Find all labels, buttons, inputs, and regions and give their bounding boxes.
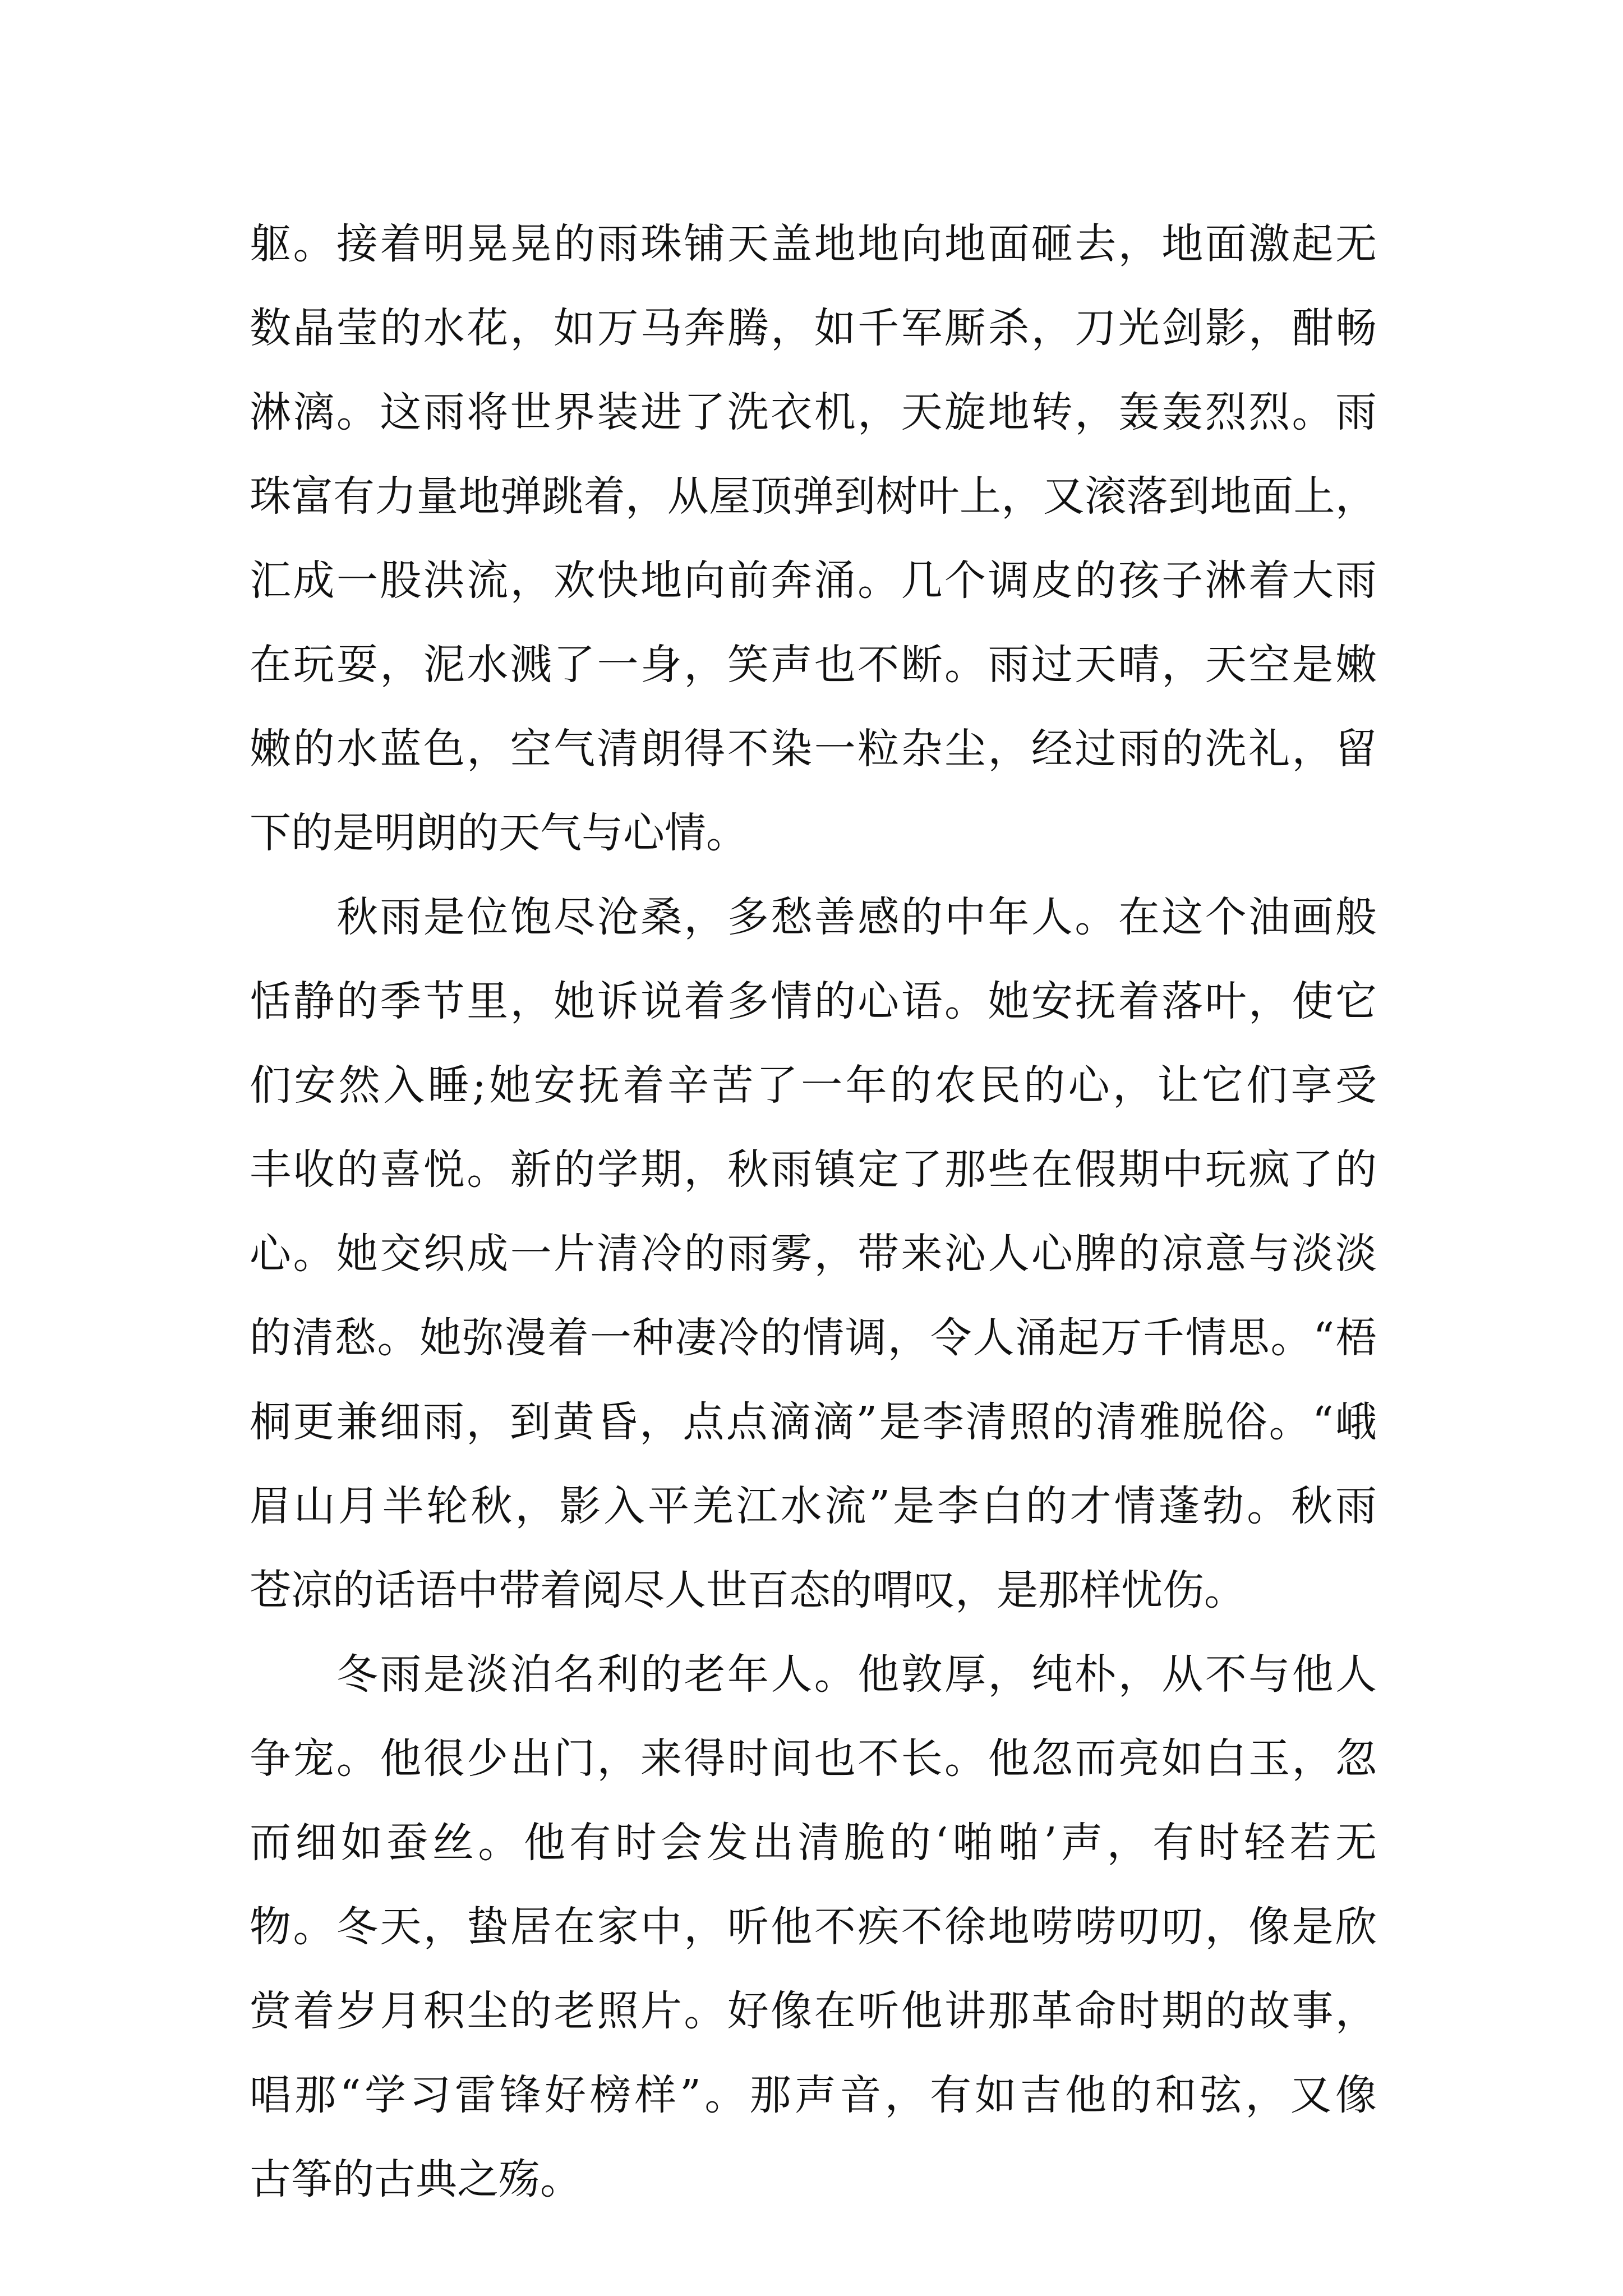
text-line: 恬静的季节里，她诉说着多情的心语。她安抚着落叶，使它 [250, 977, 1377, 1025]
text-line: 桐更兼细雨，到黄昏，点点滴滴”是李清照的清雅脱俗。“峨 [250, 1398, 1377, 1446]
text-line: 珠富有力量地弹跳着，从屋顶弹到树叶上，又滚落到地面上， [250, 472, 1377, 521]
text-line: 冬雨是淡泊名利的老年人。他敦厚，纯朴，从不与他人 [336, 1650, 1377, 1699]
text-line: 争宠。他很少出门，来得时间也不长。他忽而亮如白玉，忽 [250, 1734, 1377, 1783]
text-line: 心。她交织成一片清冷的雨雾，带来沁人心脾的凉意与淡淡 [250, 1230, 1377, 1278]
text-line: 的清愁。她弥漫着一种凄冷的情调，令人涌起万千情思。“梧 [250, 1314, 1377, 1362]
text-line: 下的是明朗的天气与心情。 [250, 809, 748, 857]
text-line: 躯。接着明晃晃的雨珠铺天盖地地向地面砸去，地面激起无 [250, 220, 1377, 268]
text-line: 们安然入睡;她安抚着辛苦了一年的农民的心，让它们享受 [250, 1061, 1377, 1110]
text-line: 秋雨是位饱尽沧桑，多愁善感的中年人。在这个油画般 [336, 893, 1377, 941]
text-line: 眉山月半轮秋，影入平羌江水流”是李白的才情蓬勃。秋雨 [250, 1482, 1377, 1530]
text-line: 淋漓。这雨将世界装进了洗衣机，天旋地转，轰轰烈烈。雨 [250, 388, 1377, 436]
text-line: 苍凉的话语中带着阅尽人世百态的喟叹，是那样忧伤。 [250, 1566, 1246, 1614]
text-line: 丰收的喜悦。新的学期，秋雨镇定了那些在假期中玩疯了的 [250, 1145, 1377, 1194]
text-line: 而细如蚕丝。他有时会发出清脆的‘啪啪’声，有时轻若无 [250, 1819, 1377, 1867]
text-line: 在玩耍，泥水溅了一身，笑声也不断。雨过天晴，天空是嫩 [250, 641, 1377, 689]
text-line: 唱那“学习雷锋好榜样”。那声音，有如吉他的和弦，又像 [250, 2071, 1377, 2119]
text-line: 物。冬天，蛰居在家中，听他不疾不徐地唠唠叨叨，像是欣 [250, 1903, 1377, 1951]
text-line: 赏着岁月积尘的老照片。好像在听他讲那革命时期的故事， [250, 1987, 1377, 2035]
text-line: 古筝的古典之殇。 [250, 2155, 582, 2203]
text-line: 嫩的水蓝色，空气清朗得不染一粒杂尘，经过雨的洗礼，留 [250, 725, 1377, 773]
text-line: 数晶莹的水花，如万马奔腾，如千军厮杀，刀光剑影，酣畅 [250, 304, 1377, 352]
text-line: 汇成一股洪流，欢快地向前奔涌。几个调皮的孩子淋着大雨 [250, 556, 1377, 605]
